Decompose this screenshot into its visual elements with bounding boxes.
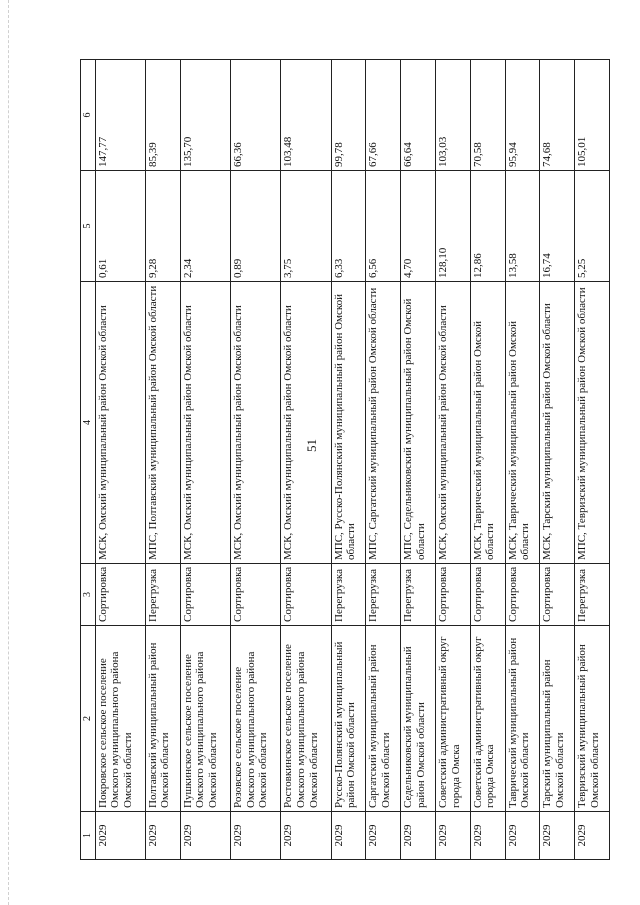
operation-cell: Сортировка bbox=[281, 564, 331, 626]
operation-cell: Сортировка bbox=[470, 564, 505, 626]
value-cell: 4,70 bbox=[401, 171, 436, 282]
value-cell: 13,58 bbox=[505, 171, 540, 282]
facility-cell: МПС, Полтавский муниципальный район Омской области bbox=[145, 282, 180, 564]
operation-cell: Перегрузка bbox=[575, 564, 610, 626]
territory-cell: Советский административный округ города Омска bbox=[470, 626, 505, 812]
year-cell: 2029 bbox=[575, 812, 610, 860]
territory-cell: Седельниковский муниципальный район Омской области bbox=[401, 626, 436, 812]
distance-cell: 74,68 bbox=[540, 60, 575, 171]
facility-cell: МПС, Русско-Полянский муниципальный район Омской области bbox=[331, 282, 366, 564]
value-cell: 9,28 bbox=[145, 171, 180, 282]
operation-cell: Сортировка bbox=[540, 564, 575, 626]
table-row bbox=[281, 60, 331, 860]
operation-cell: Перегрузка bbox=[401, 564, 436, 626]
year-cell: 2029 bbox=[331, 812, 366, 860]
value-cell: 128,10 bbox=[435, 171, 470, 282]
distance-cell: 99,78 bbox=[331, 60, 366, 171]
table-row bbox=[575, 60, 610, 860]
header-row bbox=[81, 60, 96, 860]
year-cell: 2029 bbox=[95, 812, 145, 860]
distance-cell: 135,70 bbox=[180, 60, 230, 171]
territory-cell: Саргатский муниципальный район Омской области bbox=[366, 626, 401, 812]
year-cell: 2029 bbox=[281, 812, 331, 860]
operation-cell: Перегрузка bbox=[366, 564, 401, 626]
territory-cell: Полтавский муниципальный район Омской области bbox=[145, 626, 180, 812]
column-header: 4 bbox=[81, 282, 96, 564]
value-cell: 5,25 bbox=[575, 171, 610, 282]
year-cell: 2029 bbox=[401, 812, 436, 860]
table-row bbox=[145, 60, 180, 860]
operation-cell: Сортировка bbox=[230, 564, 280, 626]
table-row bbox=[505, 60, 540, 860]
operation-cell: Перегрузка bbox=[145, 564, 180, 626]
distance-cell: 66,64 bbox=[401, 60, 436, 171]
value-cell: 0,61 bbox=[95, 171, 145, 282]
operation-cell: Сортировка bbox=[505, 564, 540, 626]
value-cell: 6,33 bbox=[331, 171, 366, 282]
operation-cell: Сортировка bbox=[95, 564, 145, 626]
value-cell: 3,75 bbox=[281, 171, 331, 282]
data-table bbox=[80, 59, 610, 860]
column-header: 1 bbox=[81, 812, 96, 860]
operation-cell: Сортировка bbox=[180, 564, 230, 626]
table-row bbox=[95, 60, 145, 860]
value-cell: 12,86 bbox=[470, 171, 505, 282]
table-row bbox=[366, 60, 401, 860]
distance-cell: 85,39 bbox=[145, 60, 180, 171]
distance-cell: 103,48 bbox=[281, 60, 331, 171]
facility-cell: МСК, Таврический муниципальный район Омской области bbox=[505, 282, 540, 564]
year-cell: 2029 bbox=[540, 812, 575, 860]
year-cell: 2029 bbox=[366, 812, 401, 860]
facility-cell: МСК, Тарский муниципальный район Омской области bbox=[540, 282, 575, 564]
distance-cell: 95,94 bbox=[505, 60, 540, 171]
operation-cell: Сортировка bbox=[435, 564, 470, 626]
territory-cell: Покровское сельское поселение Омского муниципального района Омской области bbox=[95, 626, 145, 812]
distance-cell: 103,03 bbox=[435, 60, 470, 171]
value-cell: 6,56 bbox=[366, 171, 401, 282]
year-cell: 2029 bbox=[470, 812, 505, 860]
table-row bbox=[401, 60, 436, 860]
facility-cell: МПС, Тевризский муниципальный район Омской области bbox=[575, 282, 610, 564]
facility-cell: МСК, Омский муниципальный район Омской области bbox=[230, 282, 280, 564]
territory-cell: Тарский муниципальный район Омской области bbox=[540, 626, 575, 812]
distance-cell: 70,58 bbox=[470, 60, 505, 171]
territory-cell: Пушкинское сельское поселение Омского муниципального района Омской области bbox=[180, 626, 230, 812]
operation-cell: Перегрузка bbox=[331, 564, 366, 626]
year-cell: 2029 bbox=[145, 812, 180, 860]
territory-cell: Тевризский муниципальный район Омской области bbox=[575, 626, 610, 812]
facility-cell: МСК, Омский муниципальный район Омской области bbox=[281, 282, 331, 564]
table-row bbox=[470, 60, 505, 860]
table-row bbox=[435, 60, 470, 860]
territory-cell: Ростовкинское сельское поселение Омского муниципального района Омской области bbox=[281, 626, 331, 812]
facility-cell: МСК, Таврический муниципальный район Омской области bbox=[470, 282, 505, 564]
year-cell: 2029 bbox=[230, 812, 280, 860]
table-row bbox=[180, 60, 230, 860]
rotated-table-container bbox=[80, 60, 610, 860]
year-cell: 2029 bbox=[505, 812, 540, 860]
column-header: 2 bbox=[81, 626, 96, 812]
distance-cell: 67,66 bbox=[366, 60, 401, 171]
distance-cell: 66,36 bbox=[230, 60, 280, 171]
page-number: 51 bbox=[304, 439, 319, 452]
facility-cell: МПС, Седельниковский муниципальный район Омской области bbox=[401, 282, 436, 564]
facility-cell: МПС, Саргатский муниципальный район Омской области bbox=[366, 282, 401, 564]
facility-cell: МСК, Омский муниципальный район Омской области bbox=[95, 282, 145, 564]
table-row bbox=[540, 60, 575, 860]
territory-cell: Таврический муниципальный район Омской области bbox=[505, 626, 540, 812]
column-header: 6 bbox=[81, 60, 96, 171]
year-cell: 2029 bbox=[180, 812, 230, 860]
column-header: 5 bbox=[81, 171, 96, 282]
territory-cell: Советский административный округ города Омска bbox=[435, 626, 470, 812]
table-row bbox=[331, 60, 366, 860]
column-header: 3 bbox=[81, 564, 96, 626]
distance-cell: 105,01 bbox=[575, 60, 610, 171]
value-cell: 0,89 bbox=[230, 171, 280, 282]
facility-cell: МСК, Омский муниципальный район Омской области bbox=[180, 282, 230, 564]
value-cell: 2,34 bbox=[180, 171, 230, 282]
facility-cell: МСК, Омский муниципальный район Омской области bbox=[435, 282, 470, 564]
year-cell: 2029 bbox=[435, 812, 470, 860]
distance-cell: 147,77 bbox=[95, 60, 145, 171]
table-row bbox=[230, 60, 280, 860]
scan-border-line bbox=[8, 0, 9, 905]
territory-cell: Розовское сельское поселение Омского муниципального района Омской области bbox=[230, 626, 280, 812]
territory-cell: Русско-Полянский муниципальный район Омской области bbox=[331, 626, 366, 812]
value-cell: 16,74 bbox=[540, 171, 575, 282]
